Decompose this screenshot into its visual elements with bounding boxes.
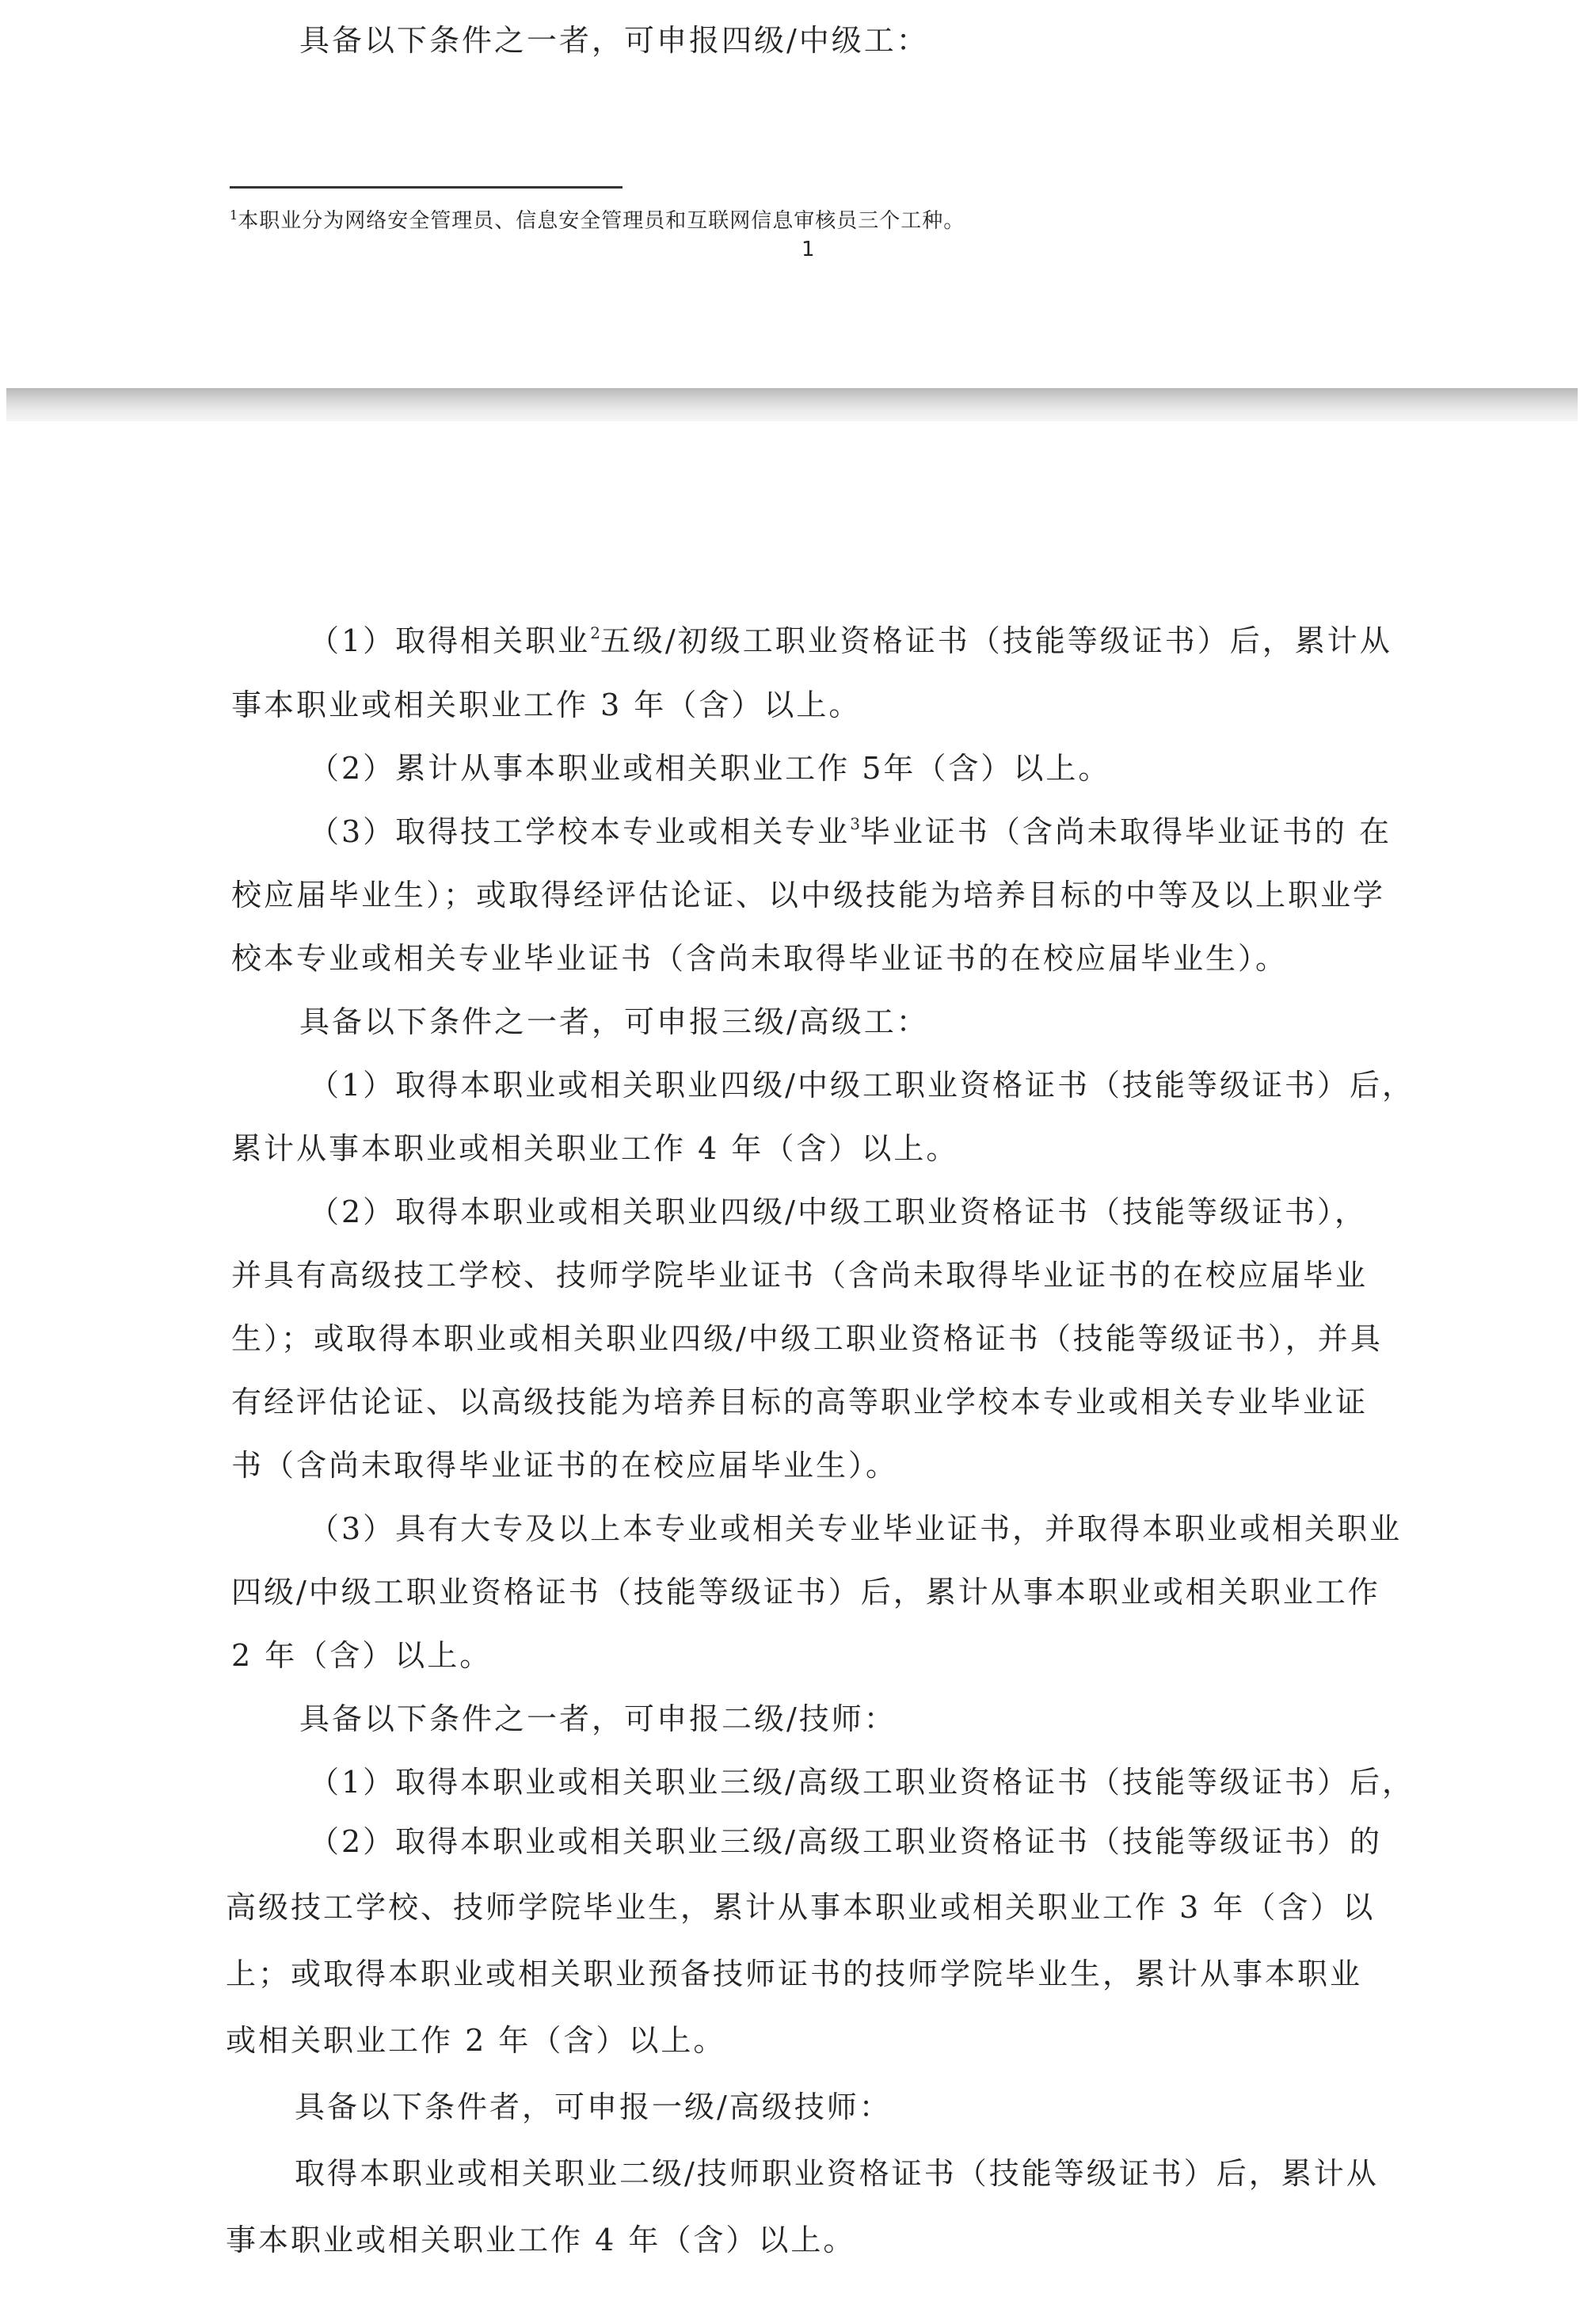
text-line: 校本专业或相关专业毕业证书（含尚未取得毕业证书的在校应届毕业生）。 [231,941,1289,976]
text-line: （2）取得本职业或相关职业三级/高级工职业资格证书（技能等级证书）的 [309,1824,1382,1859]
page-break-shadow [6,388,1578,421]
text-line: 事本职业或相关职业工作 4 年（含）以上。 [226,2223,856,2257]
text-line: 或相关职业工作 2 年（含）以上。 [226,2023,726,2058]
text-line: 书（含尚未取得毕业证书的在校应届毕业生）。 [231,1448,899,1483]
text-line: 取得本职业或相关职业二级/技师职业资格证书（技能等级证书）后，累计从 [295,2156,1379,2191]
footnote-marker: 1 [230,208,238,223]
document-page-2 [0,421,1584,2324]
text-line: 事本职业或相关职业工作 3 年（含）以上。 [231,688,862,722]
heading-senior-level: 具备以下条件之一者，可申报三级/高级工： [299,1004,929,1039]
text-line: 四级/中级工职业资格证书（技能等级证书）后，累计从事本职业或相关职业工作 [231,1575,1380,1610]
document-page-1 [0,0,1584,388]
text-line: 高级技工学校、技师学院毕业生，累计从事本职业或相关职业工作 3 年（含）以 [226,1890,1376,1925]
text-line: 并具有高级技工学校、技师学院毕业证书（含尚未取得毕业证书的在校应届毕业 [231,1258,1369,1293]
footnote-1 [230,208,965,234]
text-line: 有经评估论证、以高级技能为培养目标的高等职业学校本专业或相关专业毕业证 [231,1385,1369,1419]
text-line: （2）累计从事本职业或相关职业工作 5年（含）以上。 [309,751,1111,786]
text-line: （2）取得本职业或相关职业四级/中级工职业资格证书（技能等级证书）， [309,1194,1367,1229]
footnote-separator [230,186,623,189]
text-line: 2 年（含）以上。 [231,1638,493,1673]
text-line: 校应届毕业生）；或取得经评估论证、以中级技能为培养目标的中等及以上职业学 [231,878,1386,912]
text-line: 累计从事本职业或相关职业工作 4 年（含）以上。 [231,1131,959,1166]
text-line: （3）具有大专及以上本专业或相关专业毕业证书，并取得本职业或相关职业 [309,1511,1403,1546]
text-line: （3）取得技工学校本专业或相关专业$^3$毕业证书（含尚未取得毕业证书的 在 [309,814,1392,849]
text-line: 生）；或取得本职业或相关职业四级/中级工职业资格证书（技能等级证书），并具 [231,1321,1383,1356]
text-line: （1）取得相关职业$^2$五级/初级工职业资格证书（技能等级证书）后，累计从 [309,623,1392,658]
heading-intermediate-level: 具备以下条件之一者，可申报四级/中级工： [299,23,929,58]
text-line: 上；或取得本职业或相关职业预备技师证书的技师学院毕业生，累计从事本职业 [226,1956,1363,1991]
page-number: 1 [802,238,815,261]
heading-technician-level: 具备以下条件之一者，可申报二级/技师： [299,1701,897,1736]
footnote-text: 本职业分为网络安全管理员、信息安全管理员和互联网信息审核员三个工种。 [238,209,965,233]
text-line: （1）取得本职业或相关职业三级/高级工职业资格证书（技能等级证书）后， [309,1765,1415,1800]
heading-senior-technician-level: 具备以下条件者，可申报一级/高级技师： [295,2090,892,2124]
footnote-ref-2: 2 [590,623,600,642]
text-line: （1）取得本职业或相关职业四级/中级工职业资格证书（技能等级证书）后， [309,1068,1415,1103]
footnote-ref-3: 3 [850,814,860,833]
